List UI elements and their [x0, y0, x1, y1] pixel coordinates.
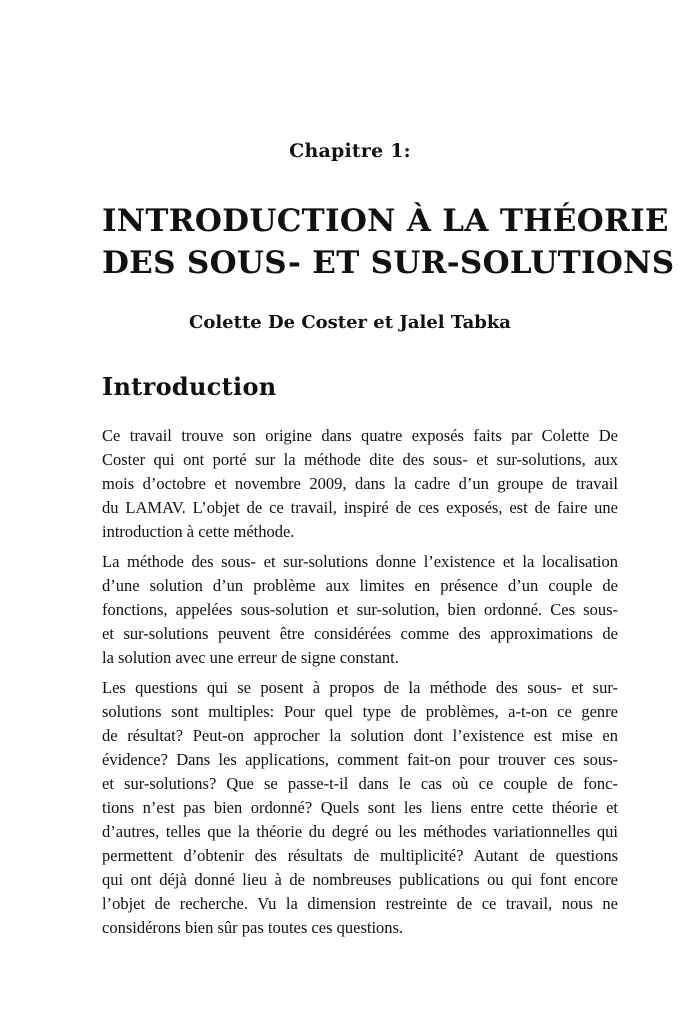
text-line: d’autres, telles que la théorie du degré ou les méthodes variationnelles qui	[102, 822, 618, 841]
text-line: évidence? Dans les applications, comment fait-on pour trouver ces sous-	[102, 750, 618, 769]
text-line: Ce travail trouve son origine dans quatre exposés faits par Colette De	[102, 426, 618, 445]
text-line: d’une solution d’un problème aux limites en présence d’un couple de	[102, 576, 618, 595]
chapter-title-line: INTRODUCTION À LA THÉORIE	[102, 203, 669, 239]
text-line: Coster qui ont porté sur la méthode dite des sous- et sur-solutions, aux	[102, 450, 618, 469]
text-line: permettent d’obtenir des résultats de multiplicité? Autant de questions	[102, 846, 618, 865]
chapter-title-line: DES SOUS- ET SUR-SOLUTIONS	[102, 245, 675, 281]
text-line: mois d’octobre et novembre 2009, dans la cadre d’un groupe de travail	[102, 474, 618, 493]
paragraph	[102, 550, 618, 670]
text-line: tions n’est pas bien ordonné? Quels sont les liens entre cette théorie et	[102, 798, 618, 817]
text-line: qui ont déjà donné lieu à de nombreuses publications ou qui font encore	[102, 870, 618, 889]
text-line: La méthode des sous- et sur-solutions donne l’existence et la localisation	[102, 552, 618, 571]
text-line: de résultat? Peut-on approcher la solution dont l’existence est mise en	[102, 726, 618, 745]
text-line: fonctions, appelées sous-solution et sur-solution, bien ordonné. Ces sous-	[102, 600, 618, 619]
paragraph	[102, 424, 618, 544]
paragraph	[102, 676, 618, 940]
text-line: l’objet de recherche. Vu la dimension restreinte de ce travail, nous ne	[102, 894, 618, 913]
section-heading: Introduction	[102, 372, 277, 401]
text-line: considérons bien sûr pas toutes ces questions.	[102, 918, 404, 937]
text-line: introduction à cette méthode.	[102, 522, 295, 541]
text-line: la solution avec une erreur de signe constant.	[102, 648, 399, 667]
chapter-title	[102, 200, 675, 284]
chapter-label: Chapitre 1:	[289, 140, 411, 162]
text-line: et sur-solutions peuvent être considérées comme des approximations de	[102, 624, 618, 643]
text-line: du LAMAV. L’objet de ce travail, inspiré de ces exposés, est de faire une	[102, 498, 618, 517]
text-line: Les questions qui se posent à propos de la méthode des sous- et sur-	[102, 678, 618, 697]
text-line: solutions sont multiples: Pour quel type de problèmes, a-t-on ce genre	[102, 702, 618, 721]
authors: Colette De Coster et Jalel Tabka	[189, 312, 511, 333]
text-line: et sur-solutions? Que se passe-t-il dans le cas où ce couple de fonc-	[102, 774, 618, 793]
body-text	[102, 424, 618, 946]
